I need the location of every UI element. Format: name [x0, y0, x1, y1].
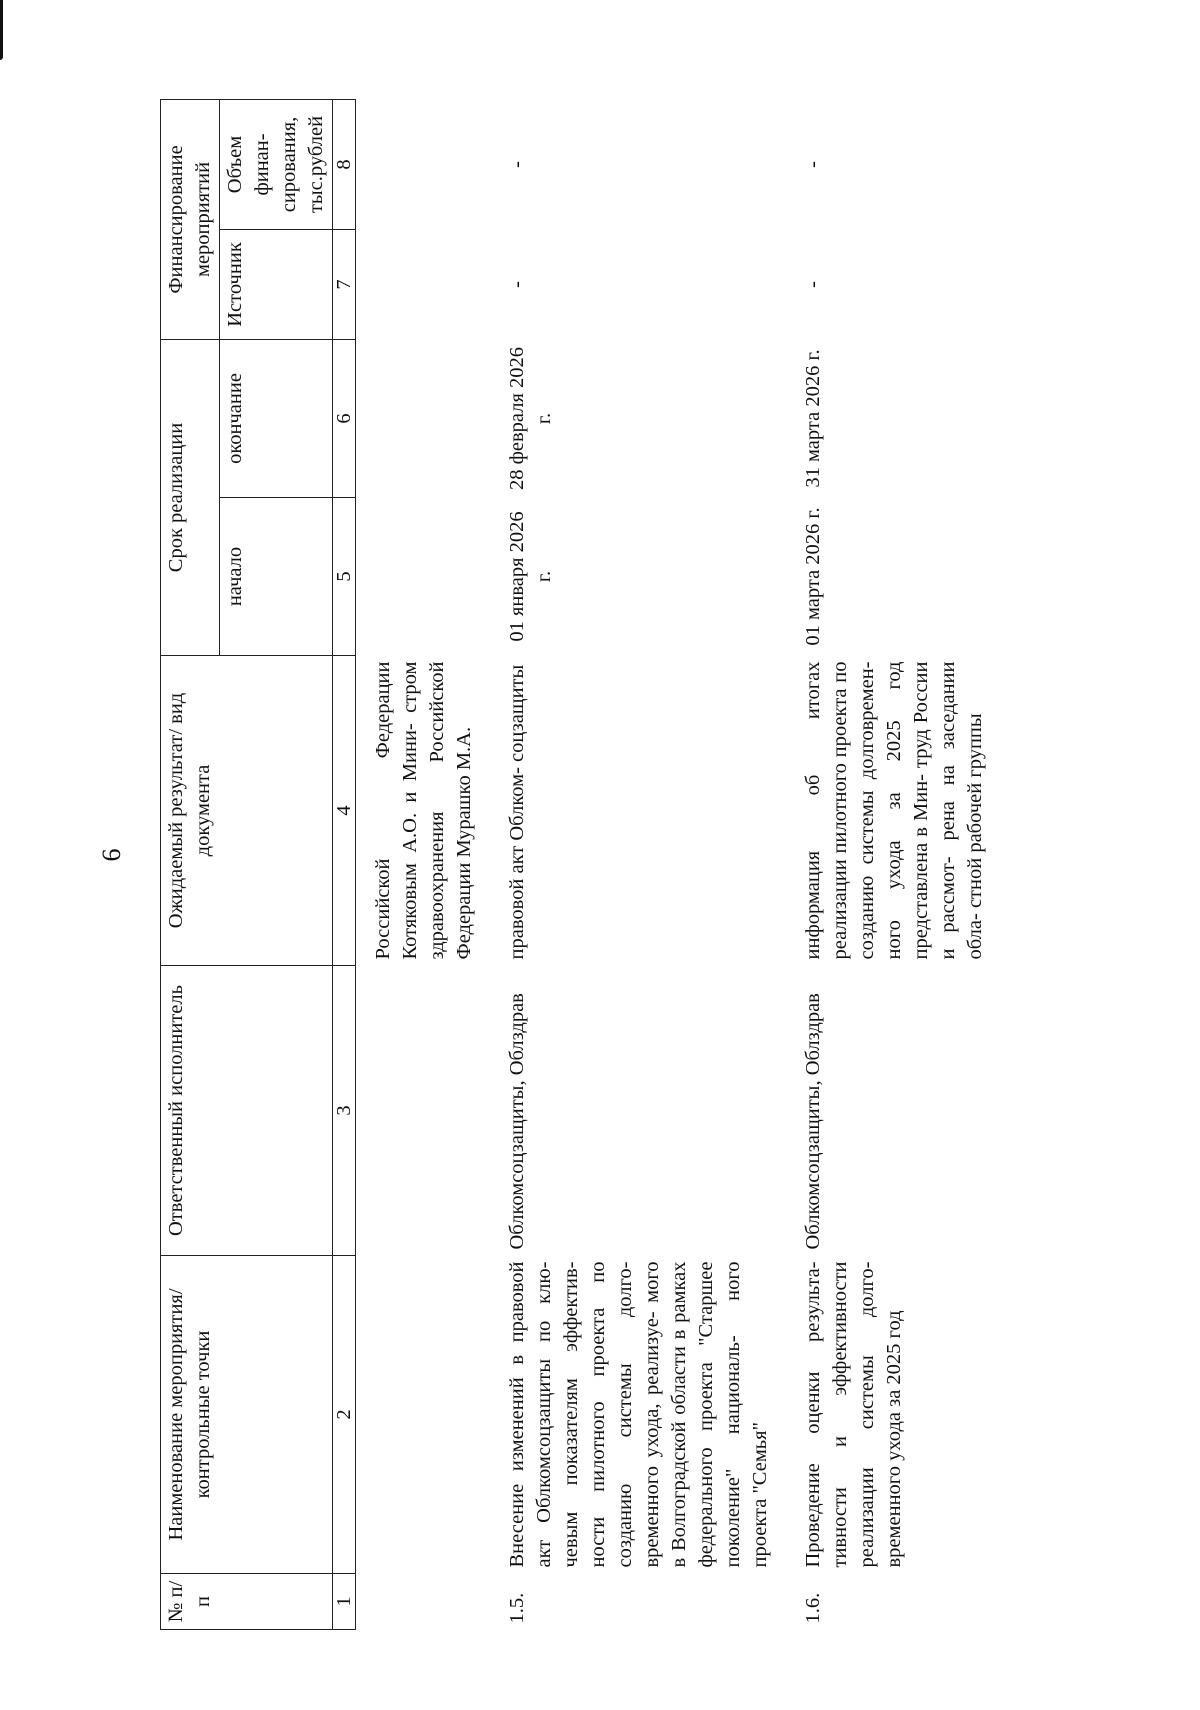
header-financing: Финансирование мероприятий — [161, 99, 220, 339]
column-number: 3 — [333, 966, 356, 1256]
header-end: окончание — [220, 339, 333, 497]
header-period: Срок реализации — [161, 339, 220, 655]
row-source: - — [506, 281, 528, 288]
row-num: 1.6. — [802, 1592, 824, 1624]
header-source: Источник — [220, 229, 333, 339]
row-responsible: Облкомсоцзащиты, Облздрав — [802, 993, 824, 1250]
row-num: 1.5. — [506, 1592, 528, 1624]
row-start: 01 марта 2026 г. — [802, 507, 824, 646]
row-responsible: Облкомсоцзащиты, Облздрав — [506, 993, 528, 1250]
header-start: начало — [220, 498, 333, 656]
action-plan-table — [160, 99, 993, 1630]
table-row — [482, 99, 778, 1629]
row-result: информация об итогах реализации пилотного проекта по созданию системы долговремен- ного ухода за 2025 год представлена в Мин- труд России и рассмот- рена на заседании обла- стной рабочей группы — [802, 661, 986, 960]
header-volume: Объем финан- сирования, тыс.рублей — [220, 99, 333, 229]
column-number-row — [333, 99, 356, 1629]
row-source: - — [802, 281, 824, 288]
row-start: 01 января 2026 г. — [506, 511, 555, 642]
row-end: 28 февраля 2026 г. — [506, 347, 555, 490]
row-name: Внесение изменений в правовой акт Облкомсоцзащиты по клю- чевым показателям эффектив- ности пилотного проекта по созданию системы долго- временного ухода, реализуе- мого в Волгоградской области в рамках федерального проекта "Старшее поколение" националь- ного проекта "Семья" — [506, 1261, 771, 1568]
header-result: Ожидаемый результат/ вид документа — [161, 656, 333, 966]
header-responsible: Ответственный исполнитель — [161, 966, 333, 1256]
header-row — [161, 99, 220, 1629]
column-number: 5 — [333, 498, 356, 656]
rotated-sheet — [160, 100, 1060, 1630]
row-volume: - — [802, 161, 824, 168]
row-volume: - — [506, 161, 528, 168]
header-num: № п/п — [161, 1574, 333, 1630]
column-number: 4 — [333, 656, 356, 966]
continuation-row — [356, 99, 483, 1629]
column-number: 7 — [333, 229, 356, 339]
header-name: Наименование мероприятия/ контрольные точки — [161, 1256, 333, 1574]
column-number: 8 — [333, 99, 356, 229]
table-row — [778, 99, 993, 1629]
scan-edge-mark — [0, 0, 3, 60]
column-number: 6 — [333, 339, 356, 497]
row-name: Проведение оценки результа- тивности и эффективности реализации системы долго- временного ухода за 2025 год — [802, 1261, 905, 1568]
column-number: 1 — [333, 1574, 356, 1630]
continuation-result: Российской Федерации Котяковым А.О. и Мини- стром здравоохранения Российской Федерации Мурашко М.А. — [372, 661, 475, 960]
column-number: 2 — [333, 1256, 356, 1574]
page-number-text: 6 — [97, 848, 126, 862]
row-end: 31 марта 2026 г. — [802, 349, 824, 488]
row-result: правовой акт Облком- соцзащиты — [506, 664, 528, 960]
